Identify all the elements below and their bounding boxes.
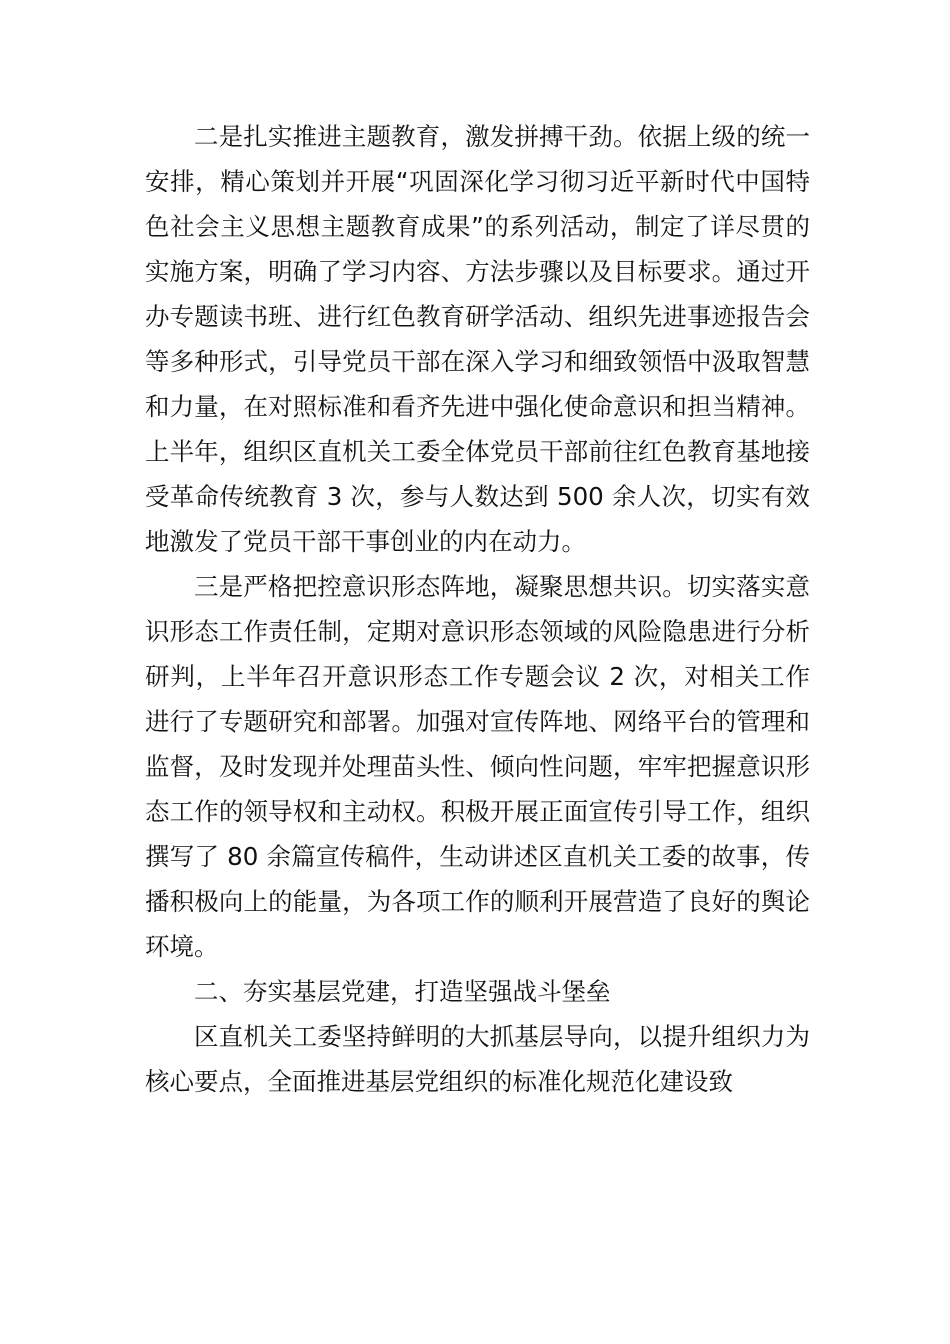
document-body bbox=[145, 114, 810, 1104]
paragraph-theme-education: 二是扎实推进主题教育，激发拼搏干劲。依据上级的统一安排，精心策划并开展“巩固深化学习彻习近平新时代中国特色社会主义思想主题教育成果”的系列活动，制定了详尽贯的实施方案，明确了学习内容、方法步骤以及目标要求。通过开办专题读书班、进行红色教育研学活动、组织先进事迹报告会等多种形式，引导党员干部在深入学习和细致领悟中汲取智慧和力量，在对照标准和看齐先进中强化使命意识和担当精神。上半年，组织区直机关工委全体党员干部前往红色教育基地接受革命传统教育 3 次，参与人数达到 500 余人次，切实有效地激发了党员干部干事创业的内在动力。 bbox=[145, 122, 810, 556]
section-heading-grassroots: 二、夯实基层党建，打造坚强战斗堡垒 bbox=[194, 977, 611, 1006]
paragraph-ideology-position: 三是严格把控意识形态阵地，凝聚思想共识。切实落实意识形态工作责任制，定期对意识形态领域的风险隐患进行分析研判，上半年召开意识形态工作专题会议 2 次，对相关工作进行了专题研究和部署。加强对宣传阵地、网络平台的管理和监督，及时发现并处理苗头性、倾向性问题，牢牢把握意识形态工作的领导权和主动权。积极开展正面宣传引导工作，组织撰写了 80 余篇宣传稿件，生动讲述区直机关工委的故事，传播积极向上的能量，为各项工作的顺利开展营造了良好的舆论环境。 bbox=[145, 572, 810, 961]
paragraph-grassroots-intro: 区直机关工委坚持鲜明的大抓基层导向，以提升组织力为核心要点，全面推进基层党组织的标准化规范化建设致 bbox=[145, 1022, 810, 1096]
